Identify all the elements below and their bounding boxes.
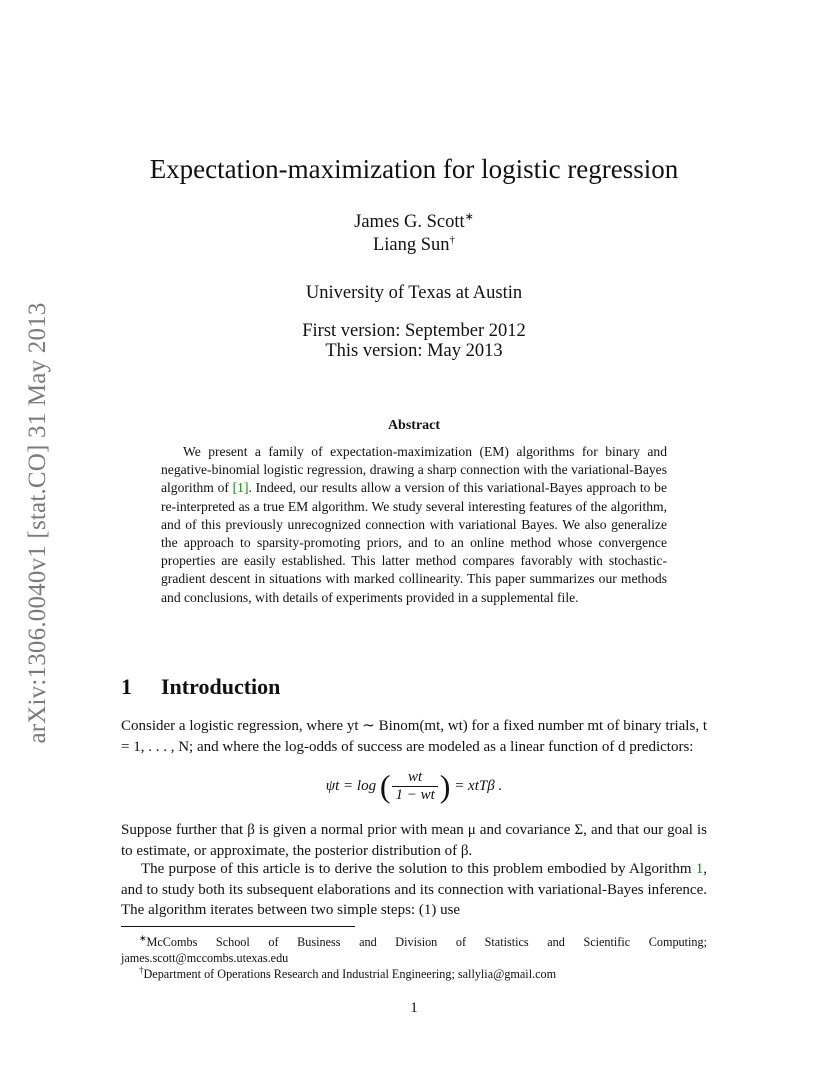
paragraph-2: Suppose further that β is given a normal prior with mean μ and covariance Σ, and that our goal is to estimate, or approximate, the posterior distribution of β. (121, 822, 707, 859)
section-heading (121, 674, 280, 700)
left-paren: ( (379, 768, 391, 804)
footnote-2-text: Department of Operations Research and Industrial Engineering; sallylia@gmail.com (143, 967, 557, 981)
paragraph-3 (121, 859, 707, 921)
paragraph-1: Consider a logistic regression, where yt ∼ Binom(mt, wt) for a fixed number mt of binary trials, t = 1, . . . , N; and where the log-odds of success are modeled as a linear function of d predictors: (121, 718, 707, 755)
equation-lhs: ψt = log (325, 777, 377, 794)
current-version: This version: May 2013 (325, 341, 503, 361)
right-paren: ) (439, 768, 451, 804)
page-number: 1 (410, 1000, 418, 1016)
equation-rhs: = xtTβ . (454, 777, 503, 794)
footnote-1-mark: ∗ (139, 933, 147, 943)
arxiv-id: arXiv:1306.0040v1 [stat.CO] 31 May 2013 (24, 302, 51, 744)
author-1-name: James G. Scott (354, 212, 465, 232)
abstract-heading: Abstract (387, 418, 441, 433)
paper-title: Expectation-maximization for logistic regression (149, 154, 679, 184)
abstract-body (161, 443, 667, 607)
algorithm-link[interactable]: 1 (695, 861, 704, 877)
footnote-2 (121, 962, 707, 982)
author-1-mark: ∗ (464, 211, 474, 223)
affiliation: University of Texas at Austin (305, 283, 523, 303)
author-2-name: Liang Sun (372, 235, 450, 255)
section-number: 1 (121, 674, 132, 699)
abstract-text-1: We present a family of expectation-maximization (EM) algorithms for binary and negative-binomial logistic regression, drawing a sharp connection with the variational-Bayes algorithm of (161, 444, 667, 496)
footnote-1 (121, 930, 707, 966)
author-1 (0, 210, 828, 233)
numerator: wt (392, 769, 437, 787)
paragraph-3-text-1: The purpose of this article is to derive the solution to this problem embodied by Algorithm (141, 861, 696, 877)
fraction (392, 769, 437, 804)
citation-link[interactable]: [1] (232, 480, 249, 496)
footnote-rule (121, 926, 355, 927)
section-title: Introduction (161, 674, 281, 699)
first-version: First version: September 2012 (302, 321, 526, 341)
footnote-1-text: McCombs School of Business and Division of Statistics and Scientific Computing; james.scott@mccombs.utexas.edu (121, 935, 707, 965)
abstract-text-2: . Indeed, our results allow a version of this variational-Bayes approach to be re-interpreted as a true EM algorithm. We study several interesting features of the algorithm, and of this previously unrecognized connection with variational Bayes. We also generalize the approach to sparsity-promoting priors, and to an online method whose convergence properties are easily established. This latter method compares favorably with stochastic-gradient descent in situations with marked collinearity. This paper summarizes our methods and conclusions, with details of experiments provided in a supplemental file. (161, 480, 668, 605)
author-2 (0, 234, 828, 256)
denominator: 1 − wt (395, 787, 435, 803)
paragraph-3-text-2: , and to study both its subsequent elaborations and its connection with variational-Bayes inference. The algorithm iterates between two simple steps: (1) use (121, 861, 707, 918)
equation (0, 768, 828, 805)
footnote-2-mark: † (139, 965, 144, 975)
author-2-mark: † (449, 234, 456, 246)
